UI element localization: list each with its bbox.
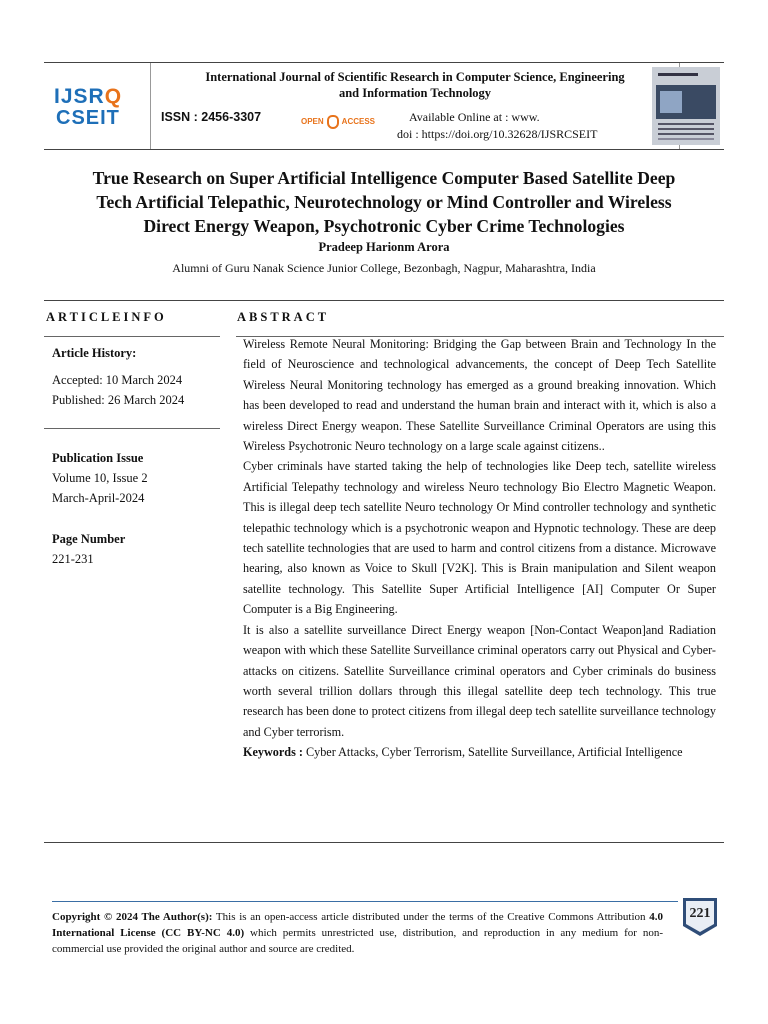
issue-months: March-April-2024: [52, 491, 145, 505]
abstract-paragraph: It is also a satellite surveillance Direct Energy weapon [Non-Contact Weapon]and Radiation weapon with which these Satellite Surveillance criminal operators carry out Physical and Cyber-attacks on citizens. Satellite Surveillance criminal operators and Cyber criminals do business worth several trillion dollars through this illegal satellite deep tech technology. This true research has been done to protect citizens from illegal deep tech satellite surveillance technology and Cyber terrorism.: [243, 622, 716, 739]
abstract-paragraph: Wireless Remote Neural Monitoring: Bridging the Gap between Brain and Technology In the field of Neuroscience and technological advancements, the concept of Deep Tech Satellite Wireless Neural Monitoring technology has emerged as a ground breaking innovation. Which has been developed to read and understand the human brain and interact with it, which is also a wireless Direct Energy weapon. These Satellite Surveillance Criminal Operators are using this Wireless Psychotronic Neuro technology on a large scale against citizens..: [243, 337, 716, 454]
divider: [44, 842, 724, 843]
divider: [44, 336, 220, 337]
paper-title: [44, 166, 724, 238]
keywords: [243, 742, 716, 762]
copyright-notice: [52, 909, 663, 957]
copyright-label: Copyright © 2024 The Author(s):: [52, 911, 213, 923]
journal-title-line2: and Information Technology: [338, 86, 492, 100]
available-online[interactable]: Available Online at : www.: [409, 110, 540, 124]
journal-logo: [54, 81, 136, 131]
open-lock-icon: [327, 115, 339, 129]
journal-title-line1: International Journal of Scientific Research in Computer Science, Engineering: [205, 70, 625, 84]
pub-issue-label-text: Publication Issue: [52, 451, 144, 465]
open-access-badge: [301, 115, 375, 129]
copyright-text: which permits unrestricted use, distribution, and reproduction in any medium for non-commercial use provided the original author and source are credited.: [52, 927, 663, 955]
open-access-right: ACCESS: [341, 117, 376, 127]
accepted-date: Accepted: 10 March 2024: [52, 373, 183, 387]
published-date: Published: 26 March 2024: [52, 393, 185, 407]
article-history: [52, 343, 136, 363]
author-name: Pradeep Harionm Arora: [318, 240, 450, 254]
keywords-list: Cyber Attacks, Cyber Terrorism, Satellite Surveillance, Artificial Intelligence: [302, 745, 683, 760]
article-info-heading: ARTICLEINFO: [46, 310, 167, 324]
volume-issue: Volume 10, Issue 2: [52, 471, 148, 485]
doi-link[interactable]: doi : https://doi.org/10.32628/IJSRCSEIT: [397, 127, 598, 141]
logo-text-q: Q: [104, 85, 123, 108]
page-number-badge: [681, 896, 719, 938]
keywords-label: Keywords :: [243, 745, 303, 760]
license-link[interactable]: 4.0 International License (CC BY-NC 4.0): [52, 911, 663, 939]
history-label: Article History:: [52, 346, 137, 360]
footer-divider: [52, 901, 678, 902]
issn: ISSN : 2456-3307: [161, 110, 262, 124]
logo-text-bottom: CSEIT: [56, 107, 120, 129]
page-number-label: [52, 529, 125, 549]
title-line2: Tech Artificial Telepathic, Neurotechnology or Mind Controller and Wireless: [96, 192, 672, 212]
logo-text-top: IJSR: [54, 85, 105, 108]
open-access-left: OPEN: [301, 117, 324, 127]
divider: [44, 428, 220, 429]
divider: [44, 300, 724, 301]
author-affiliation: Alumni of Guru Nanak Science Junior College, Bezonbagh, Nagpur, Maharashtra, India: [172, 261, 596, 275]
abstract-heading: ABSTRACT: [237, 310, 330, 324]
title-line1: True Research on Super Artificial Intelligence Computer Based Satellite Deep: [92, 168, 676, 188]
abstract-paragraph: Cyber criminals have started taking the help of technologies like Deep tech, satellite wireless Artificial Telepathy technology and wireless Neuro technology Bio Electro Magnetic Weapon. This is illegal deep tech satellite Neuro technology Or Mind controller technology and synthetic telepathic technology which is a psychotronic weapon and Hypnotic technology. These are deep tech satellite technologies that are used to harm and control citizens from a distance. Microwave hearing, also known as Voice to Skull [V2K]. This is Brain manipulation and Silent weapon satellite technology. This Satellite Super Artificial Intelligence [AI] Computer Or Super Computer is a Big Engineering.: [243, 459, 716, 617]
copyright-text: This is an open-access article distributed under the terms of the Creative Commons Attribution: [212, 911, 650, 923]
page-number-label-text: Page Number: [52, 532, 126, 546]
page-number: 221: [689, 906, 711, 921]
journal-info-box: [150, 63, 680, 149]
publication-issue-label: [52, 448, 143, 468]
journal-header: [44, 62, 724, 150]
journal-title: [151, 69, 679, 101]
page-range: 221-231: [52, 552, 94, 566]
abstract-body: [243, 334, 716, 763]
title-line3: Direct Energy Weapon, Psychotronic Cyber Crime Technologies: [143, 216, 625, 236]
journal-cover-image: [652, 67, 720, 145]
